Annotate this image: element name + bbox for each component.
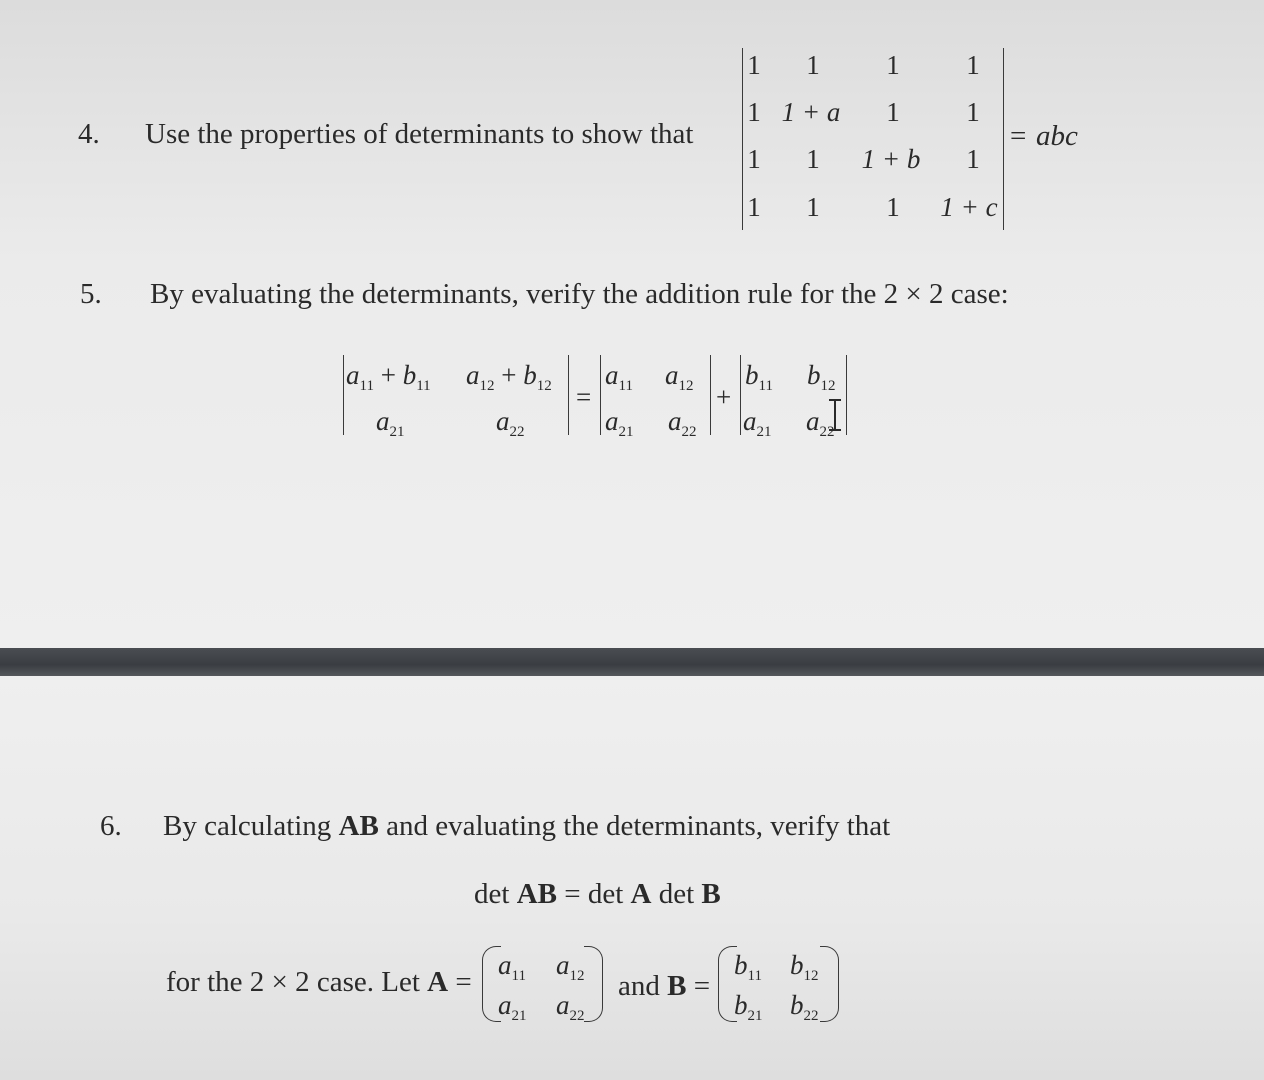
identity-det-2: det xyxy=(651,878,702,910)
matrix-b-b12: $b_{12}$ xyxy=(790,950,819,984)
addrule-equals: = xyxy=(576,382,592,412)
det4-r4c1: 1 xyxy=(747,192,761,222)
problem-4-result: abc xyxy=(1036,120,1078,152)
addrule-right-a21: $a_{21}$ xyxy=(743,406,772,440)
identity-b: B xyxy=(701,878,721,910)
matrix-b-equals: = xyxy=(693,970,711,1002)
matrix-a-a21: $a_{21}$ xyxy=(498,990,527,1024)
addrule-left-det-right-bar xyxy=(568,355,569,435)
addrule-mid-a21: $a_{21}$ xyxy=(605,406,634,440)
det4-r4c2: 1 xyxy=(806,192,820,222)
addrule-left-det-left-bar xyxy=(343,355,344,435)
matrix-a-label: A xyxy=(427,966,449,998)
problem-4-number: 4. xyxy=(78,118,100,150)
identity-ab: AB xyxy=(516,878,557,910)
det-left-bar xyxy=(742,48,743,230)
matrix-b-b22: $b_{22}$ xyxy=(790,990,819,1024)
problem-4-equals: = xyxy=(1010,120,1027,152)
addrule-mid-det-left-bar xyxy=(600,355,601,435)
addrule-right-a22: $a_{22}$ xyxy=(806,406,835,440)
identity-det-1: det xyxy=(474,878,517,910)
divider-bar xyxy=(0,648,1264,676)
identity-eq: = det xyxy=(556,878,631,910)
addrule-right-b12: $b_{12}$ xyxy=(807,360,836,394)
addrule-mid-a11: $a_{11}$ xyxy=(605,360,633,394)
addrule-entry-a21: $a_{21}$ xyxy=(376,406,405,440)
det4-r1c1: 1 xyxy=(747,50,761,80)
matrix-a-equals: = xyxy=(455,966,472,998)
case-text-line xyxy=(166,966,472,999)
addrule-entry-a12-plus-b12: $a_{12} + b_{12}$ xyxy=(466,360,552,394)
text-cursor-icon xyxy=(826,398,844,432)
det4-r2c2: 1 + a xyxy=(781,97,841,127)
matrix-b-right-paren xyxy=(820,946,839,1022)
problem-6-number: 6. xyxy=(100,810,122,842)
det4-r2c3: 1 xyxy=(886,97,900,127)
problem-6-text-after: and evaluating the determinants, verify that xyxy=(378,810,891,842)
addrule-right-b11: $b_{11}$ xyxy=(745,360,773,394)
problem-4-text: Use the properties of determinants to show that xyxy=(145,118,694,150)
addrule-mid-a22: $a_{22}$ xyxy=(668,406,697,440)
addrule-plus: + xyxy=(716,382,732,412)
addrule-right-det-right-bar xyxy=(846,355,847,435)
det4-r3c2: 1 xyxy=(806,144,820,174)
addrule-mid-det-right-bar xyxy=(710,355,711,435)
matrix-a-a12: $a_{12}$ xyxy=(556,950,585,984)
addrule-entry-a11-plus-b11: $a_{11} + b_{11}$ xyxy=(346,360,431,394)
matrix-b-b11: $b_{11}$ xyxy=(734,950,762,984)
det4-r4c4: 1 + c xyxy=(940,192,998,222)
det-right-bar xyxy=(1003,48,1004,230)
addrule-entry-a22: $a_{22}$ xyxy=(496,406,525,440)
problem-5-number: 5. xyxy=(80,278,102,310)
matrix-a-a22: $a_{22}$ xyxy=(556,990,585,1024)
problem-5-text: By evaluating the determinants, verify the addition rule for the 2 × 2 case: xyxy=(150,278,1009,310)
det4-r1c4: 1 xyxy=(966,50,980,80)
det4-r2c4: 1 xyxy=(966,97,980,127)
and-text: and xyxy=(618,970,668,1002)
case-text: for the 2 × 2 case. Let xyxy=(166,966,428,998)
problem-6-text xyxy=(163,810,890,843)
det4-r4c3: 1 xyxy=(886,192,900,222)
and-b-line xyxy=(618,970,710,1003)
matrix-b-b21: $b_{21}$ xyxy=(734,990,763,1024)
problem-6-text-ab: AB xyxy=(338,810,379,842)
addrule-mid-a12: $a_{12}$ xyxy=(665,360,694,394)
matrix-b-label: B xyxy=(667,970,687,1002)
det4-r3c1: 1 xyxy=(747,144,761,174)
addrule-right-det-left-bar xyxy=(740,355,741,435)
matrix-a-a11: $a_{11}$ xyxy=(498,950,526,984)
problem-6-text-before: By calculating xyxy=(163,810,339,842)
det-identity xyxy=(474,878,721,911)
det4-r1c2: 1 xyxy=(806,50,820,80)
matrix-a-right-paren xyxy=(584,946,603,1022)
det4-r3c3: 1 + b xyxy=(861,144,921,174)
det4-r1c3: 1 xyxy=(886,50,900,80)
identity-a: A xyxy=(630,878,652,910)
det4-r3c4: 1 xyxy=(966,144,980,174)
det4-r2c1: 1 xyxy=(747,97,761,127)
